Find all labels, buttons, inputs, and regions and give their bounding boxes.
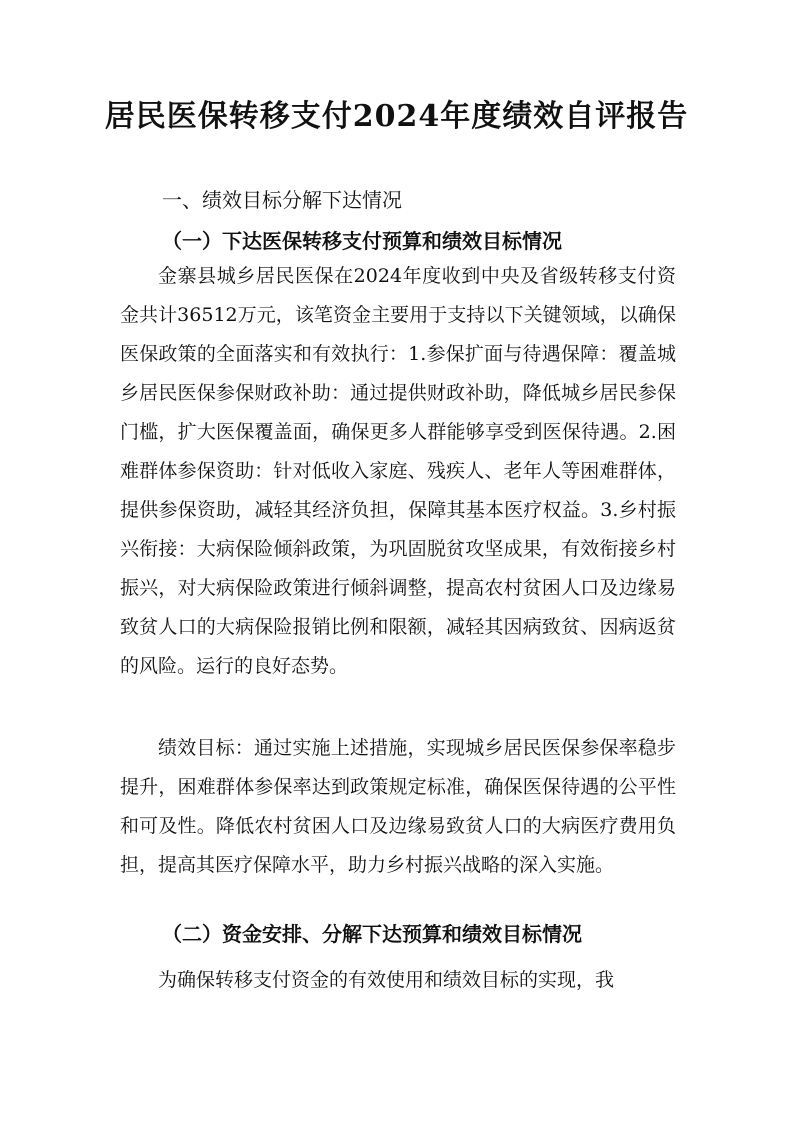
body-paragraph: 绩效目标：通过实施上述措施，实现城乡居民医保参保率稳步提升，困难群体参保率达到政策规定标准，确保医保待遇的公平性和可及性。降低农村贫困人口及边缘易致贫人口的大病医疗费用负担，提高其医疗保障水平，助力乡村振兴战略的深入实施。: [120, 737, 676, 876]
subsection-heading: （二）资金安排、分解下达预算和绩效目标情况: [162, 922, 582, 946]
body-paragraph: 金寨县城乡居民医保在2024年度收到中央及省级转移支付资金共计36512万元，该笔资金主要用于支持以下关键领域，以确保医保政策的全面落实和有效执行：1.参保扩面与待遇保障：覆盖城乡居民医保参保财政补助：通过提供财政补助，降低城乡居民参保门槛，扩大医保覆盖面，确保更多人群能够享受到医保待遇。2.困难群体参保资助：针对低收入家庭、残疾人、老年人等困难群体，提供参保资助，减轻其经济负担，保障其基本医疗权益。3.乡村振兴衔接：大病保险倾斜政策，为巩固脱贫攻坚成果，有效衔接乡村振兴，对大病保险政策进行倾斜调整，提高农村贫困人口及边缘易致贫人口的大病保险报销比例和限额，减轻其因病致贫、因病返贫的风险。运行的良好态势。: [120, 265, 676, 677]
body-paragraph: 为确保转移支付资金的有效使用和绩效目标的实现，我: [158, 969, 615, 991]
subsection-heading: （一）下达医保转移支付预算和绩效目标情况: [162, 229, 562, 253]
section-heading: 一、绩效目标分解下达情况: [162, 188, 402, 212]
document-title: 居民医保转移支付2024年度绩效自评报告: [104, 99, 689, 134]
